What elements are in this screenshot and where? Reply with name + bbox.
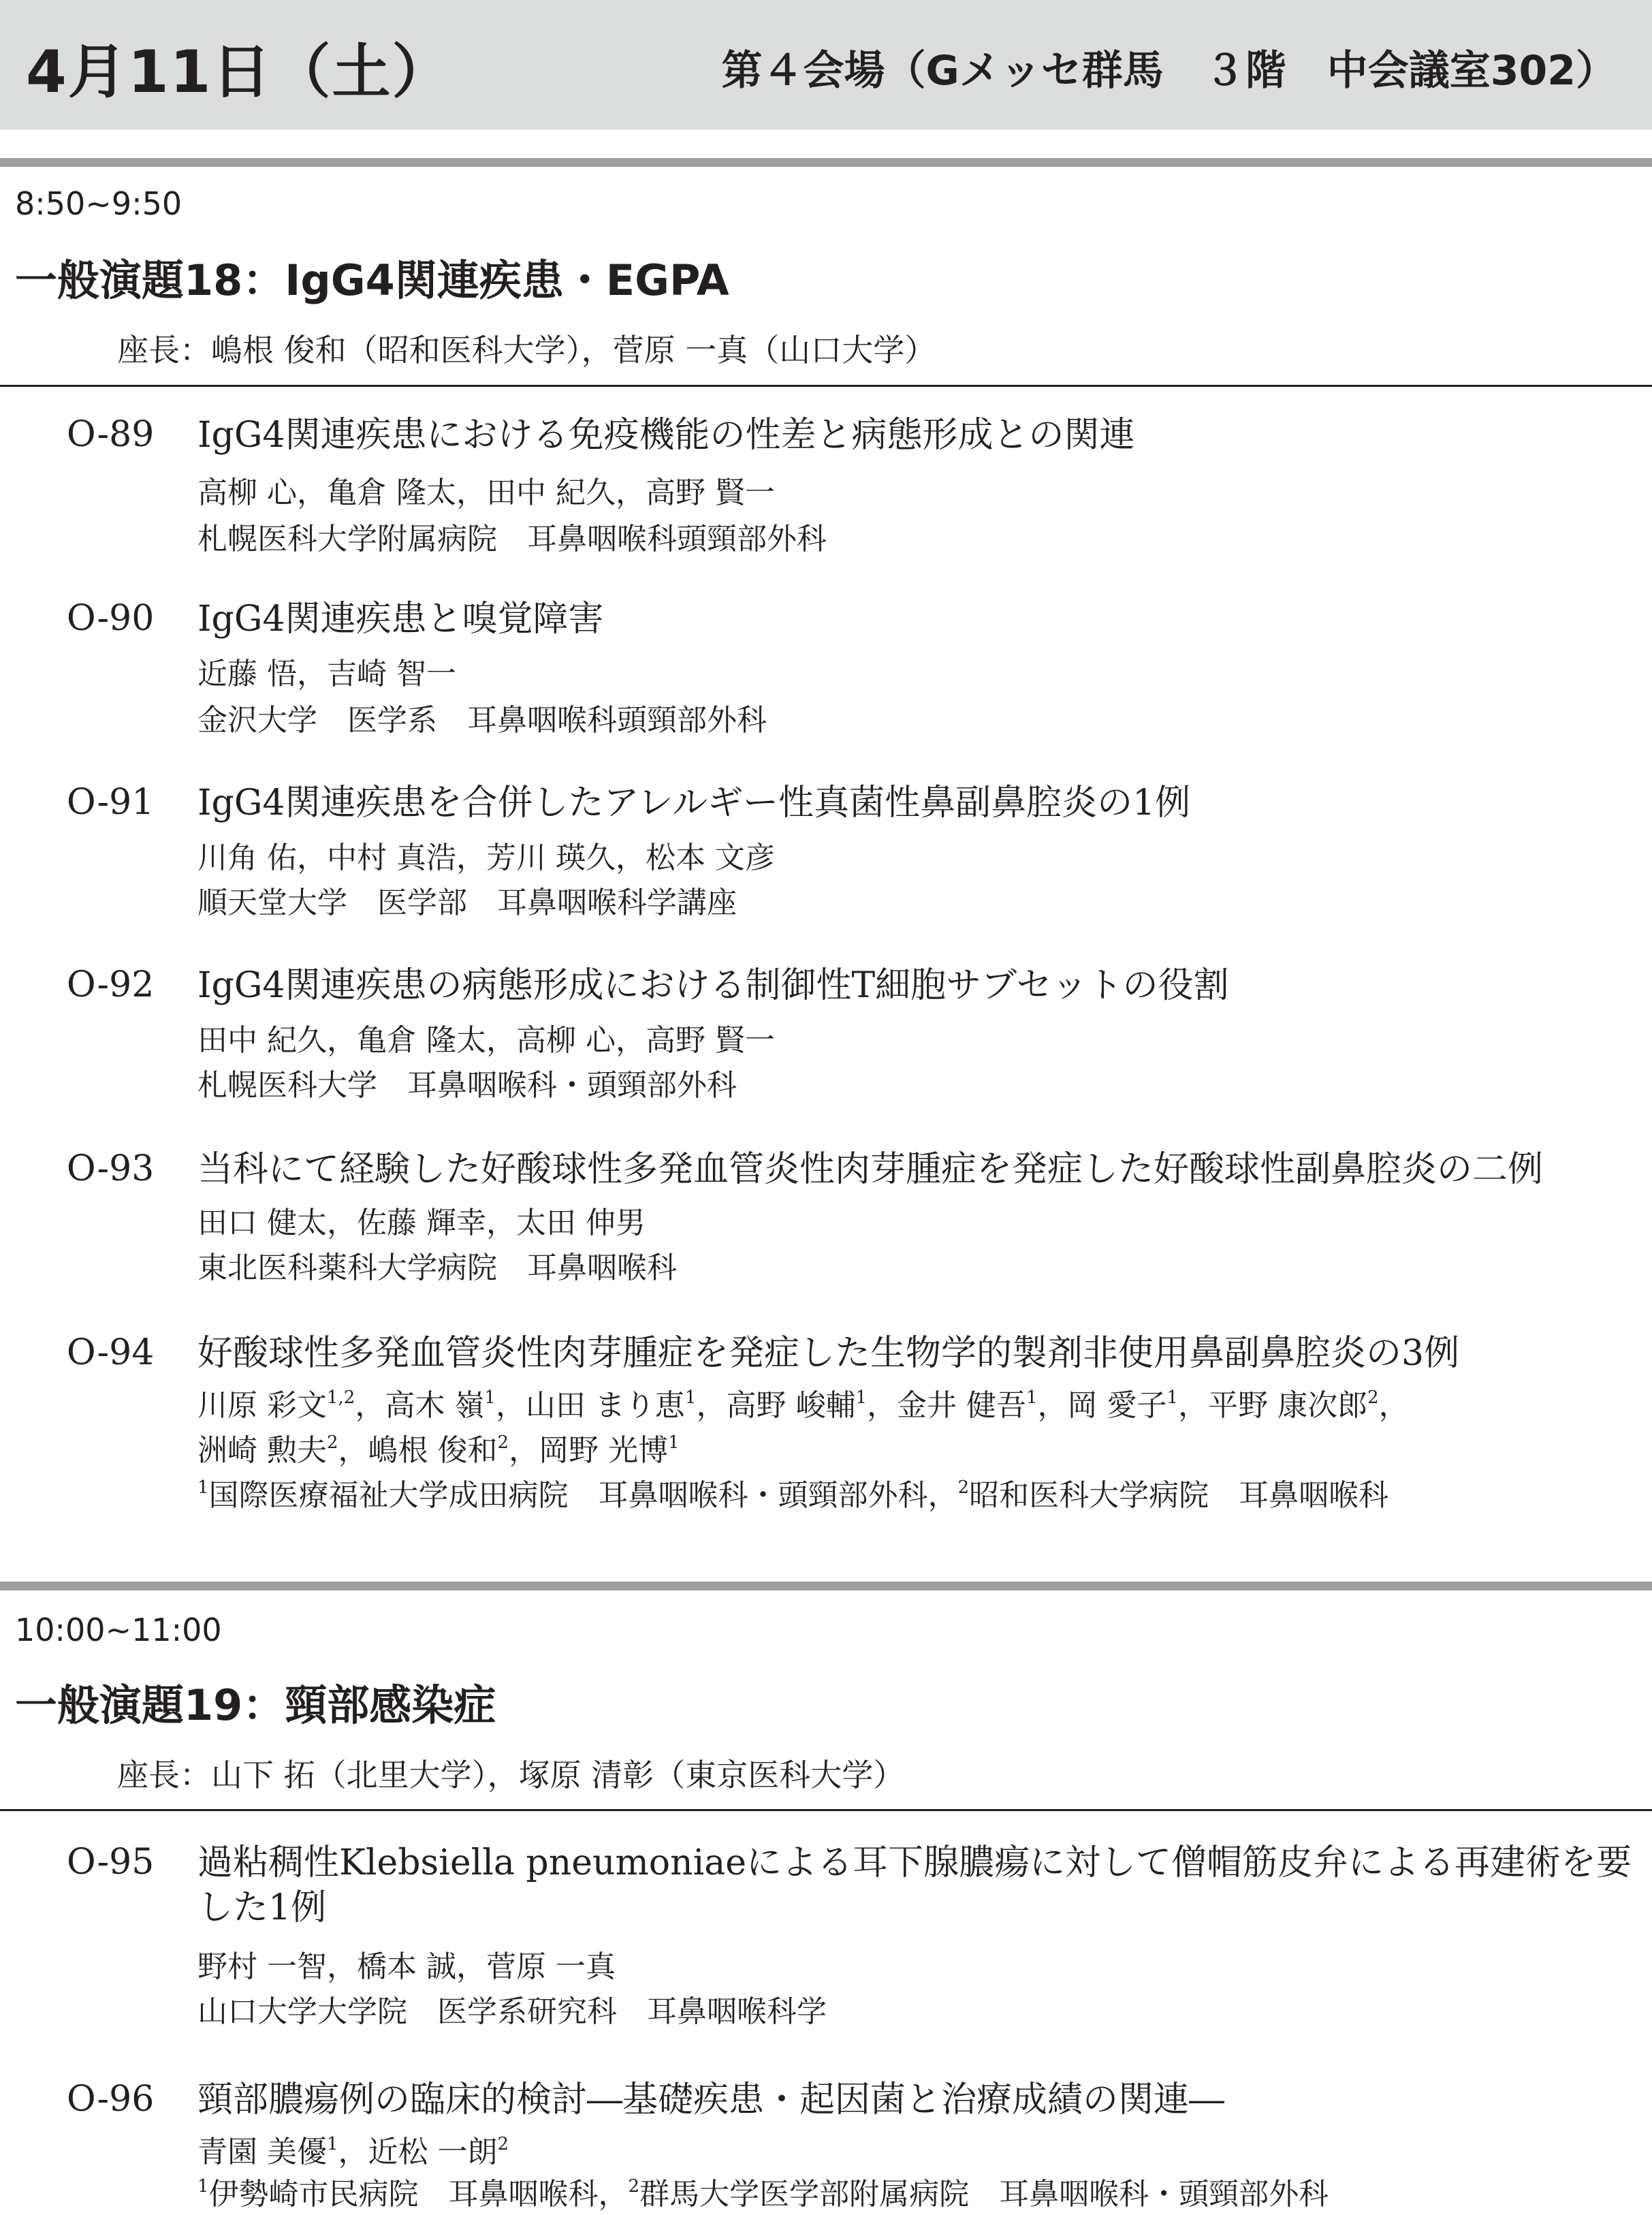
- presentation-authors: 野村 一智，橋本 誠，菅原 一真: [197, 1949, 616, 1984]
- presentation-authors: 川角 佑，中村 真浩，芳川 瑛久，松本 文彦: [197, 841, 775, 875]
- presentation-authors: 田中 紀久，亀倉 隆太，高柳 心，高野 賢一: [197, 1023, 775, 1058]
- session-chairs: 座長：山下 拓（北里大学），塚原 清彰（東京医科大学）: [117, 1757, 905, 1793]
- presentation-id: O-92: [67, 964, 155, 1005]
- page-header: [0, 0, 1652, 129]
- presentation-title: IgG4関連疾患を合併したアレルギー性真菌性鼻副鼻腔炎の1例: [197, 783, 1191, 823]
- presentation-title: 過粘稠性Klebsiella pneumoniaeによる耳下腺膿瘍に対して僧帽筋皮弁による再建術を要した1例: [197, 1842, 1632, 1928]
- presentation-affiliation: $^1$伊勢崎市民病院 耳鼻咽喉科，$^2$群馬大学医学部附属病院 耳鼻咽喉科・頭頸部外科: [197, 2176, 1329, 2212]
- presentation-title: 頸部膿瘍例の臨床的検討―基礎疾患・起因菌と治療成績の関連―: [197, 2079, 1225, 2120]
- session-title: 一般演題18：IgG4関連疾患・EGPA: [15, 255, 729, 305]
- presentation-id: O-95: [67, 1842, 155, 1883]
- session-time: 10:00~11:00: [15, 1612, 222, 1648]
- presentation-title: 好酸球性多発血管炎性肉芽腫症を発症した生物学的製剤非使用鼻副鼻腔炎の3例: [197, 1333, 1460, 1374]
- header-venue: 第４会場（Gメッセ群馬 ３階 中会議室302）: [721, 47, 1617, 95]
- presentation-affiliation: $^1$国際医療福祉大学成田病院 耳鼻咽喉科・頭頸部外科，$^2$昭和医科大学病院 耳鼻咽喉科: [197, 1477, 1389, 1513]
- header-date: 4月11日（土）: [26, 38, 452, 106]
- presentation-affiliation: 東北医科薬科大学病院 耳鼻咽喉科: [197, 1251, 677, 1285]
- presentation-authors: 近藤 悟，吉崎 智一: [197, 657, 456, 691]
- presentation-affiliation: 山口大学大学院 医学系研究科 耳鼻咽喉科学: [197, 1994, 827, 2029]
- session-chairs: 座長：嶋根 俊和（昭和医科大学），菅原 一真（山口大学）: [117, 332, 936, 368]
- section-divider: [0, 158, 1652, 167]
- session-rule: [0, 385, 1652, 387]
- session-title: 一般演題19：頸部感染症: [15, 1680, 496, 1730]
- session-time: 8:50~9:50: [15, 185, 182, 222]
- presentation-authors-line-1: 川原 彩文$^{1,2}$，高木 嶺$^1$，山田 まり恵$^1$，高野 峻輔$^1$，金井 健吾$^1$，岡 愛子$^1$，平野 康次郎$^2$，: [197, 1387, 1409, 1423]
- presentation-authors: 田口 健太，佐藤 輝幸，太田 伸男: [197, 1206, 646, 1240]
- presentation-id: O-96: [67, 2079, 155, 2120]
- presentation-id: O-93: [67, 1148, 155, 1189]
- presentation-authors-line-2: 洲崎 勲夫$^2$，嶋根 俊和$^2$，岡野 光博$^1$: [197, 1432, 680, 1468]
- presentation-id: O-89: [67, 414, 155, 455]
- presentation-title: IgG4関連疾患における免疫機能の性差と病態形成との関連: [197, 415, 1135, 456]
- presentation-title: IgG4関連疾患の病態形成における制御性T細胞サブセットの役割: [197, 965, 1229, 1006]
- presentation-affiliation: 札幌医科大学附属病院 耳鼻咽喉科頭頸部外科: [197, 522, 827, 556]
- presentation-title: IgG4関連疾患と嗅覚障害: [197, 599, 604, 640]
- presentation-id: O-94: [67, 1332, 155, 1373]
- presentation-id: O-90: [67, 598, 155, 639]
- presentation-affiliation: 札幌医科大学 耳鼻咽喉科・頭頸部外科: [197, 1068, 737, 1103]
- presentation-affiliation: 順天堂大学 医学部 耳鼻咽喉科学講座: [197, 885, 737, 920]
- section-divider: [0, 1582, 1652, 1590]
- presentation-title: 当科にて経験した好酸球性多発血管炎性肉芽腫症を発症した好酸球性副鼻腔炎の二例: [197, 1149, 1544, 1190]
- presentation-authors: 高柳 心，亀倉 隆太，田中 紀久，高野 賢一: [197, 475, 775, 510]
- presentation-affiliation: 金沢大学 医学系 耳鼻咽喉科頭頸部外科: [197, 703, 767, 738]
- presentation-id: O-91: [67, 782, 155, 823]
- session-rule: [0, 1809, 1652, 1811]
- presentation-authors: 青園 美優$^1$，近松 一朗$^2$: [197, 2134, 509, 2169]
